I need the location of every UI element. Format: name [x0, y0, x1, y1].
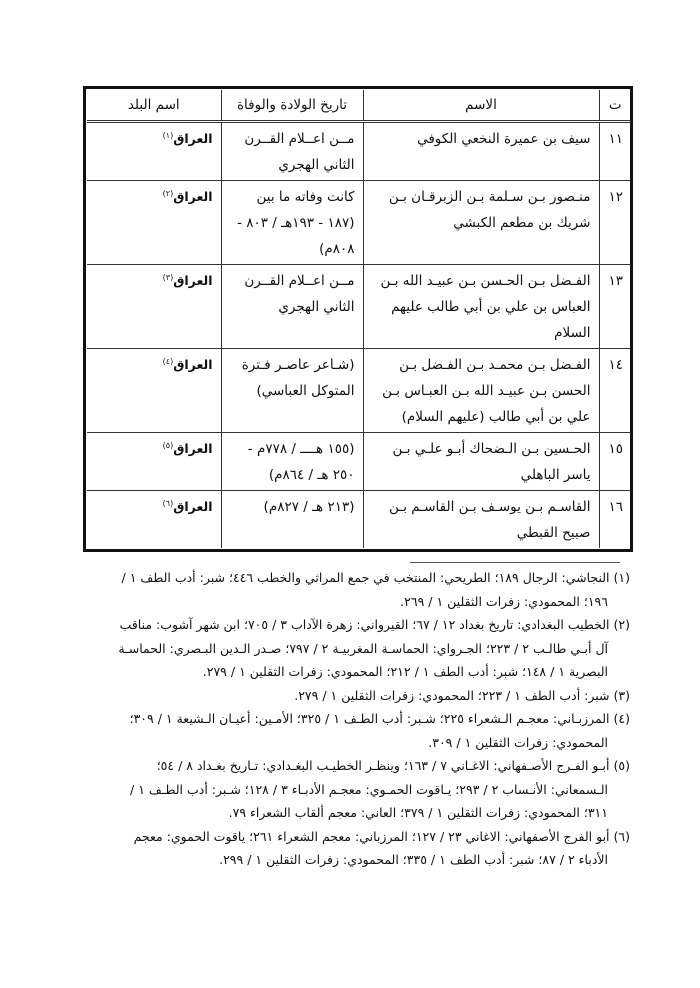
footnote-line: [82, 754, 630, 778]
footnote-ref[interactable]: (١): [162, 130, 174, 140]
row-number: ١٥: [599, 433, 631, 491]
row-country: العراق: [173, 499, 213, 514]
row-country-cell: [87, 433, 221, 491]
footnote-line: ٣١١؛ المحمودي: زفرات الثقلين ١ / ٣٧٩؛ العاني: معجم ألقاب الشعراء ٧٩.: [228, 805, 608, 820]
footnotes-section: [82, 566, 630, 872]
row-country-cell: [87, 349, 221, 433]
row-country: العراق: [173, 357, 213, 372]
row-country: العراق: [173, 441, 213, 456]
header-country: اسم البلد: [87, 90, 221, 122]
poets-table-frame: [83, 86, 633, 552]
footnote-marker: (٥): [613, 758, 630, 773]
footnote: [82, 566, 630, 613]
row-country-cell: [87, 181, 221, 265]
footnote-line: [82, 825, 630, 849]
row-name: منـصور بـن سـلمة بـن الزبرقـان بـن شريك بن مطعم الكبشي: [363, 181, 599, 265]
footnote-text: شبر: أدب الطف ١ / ٢٢٣؛ المحمودي: زفرات الثقلين ١ / ٢٧٩.: [294, 687, 610, 703]
row-country-cell: [87, 122, 221, 181]
footnote-ref[interactable]: (٣): [162, 272, 174, 282]
footnote-text: أبـو الفـرج الأصـفهاني: الاغـاني ٧ / ١٦٣؛ وينظـر الخطيـب البغـدادي: تـاريخ بغـداد ٨ / ٥٤؛: [156, 758, 610, 773]
footnote-text: الخطيب البغدادي: تاريخ بغداد ١٢ / ٦٧؛ القيرواني: زهرة الآداب ٣ / ٧٠٥؛ ابن شهر آشوب: مناقب: [119, 617, 610, 632]
row-number: ١٦: [599, 491, 631, 549]
row-number: ١١: [599, 122, 631, 181]
row-name: الفـضل بـن الحـسن بـن عبيـد الله بـن العباس بن علي بن أبي طالب عليهم السلام: [363, 265, 599, 349]
row-dates: كانت وفاته ما بين (١٨٧ - ١٩٣هـ / ٨٠٣ - ٨٠٨م): [221, 181, 363, 265]
footnote-line: المحمودي: زفرات الثقلين ١ / ٣٠٩.: [428, 734, 608, 750]
row-dates: (٢١٣ هـ / ٨٢٧م): [221, 491, 363, 549]
footnote-line: [82, 684, 630, 708]
table-row: [87, 433, 631, 491]
footnote-line: الأدباء ٢ / ٨٧؛ شبر: أدب الطف ١ / ٣٣٥؛ المحمودي: زفرات الثقلين ١ / ٢٩٩.: [219, 852, 608, 867]
footnote-marker: (٣): [613, 687, 630, 703]
footnote-text: المرزبـاني: معجـم الـشعراء ٢٢٥؛ شـبر: أدب الطـف ١ / ٣٢٥؛ الأمـين: أعيـان الـشيعة ١ / ٣٠٩؛: [129, 711, 610, 726]
footnote: [82, 613, 630, 684]
row-name: القاسـم بـن يوسـف بـن القاسـم بـن صبيح القبطي: [363, 491, 599, 549]
row-number: ١٢: [599, 181, 631, 265]
footnote: [82, 707, 630, 754]
row-dates: (١٥٥ هــــ / ٧٧٨م - ٢٥٠ هـ / ٨٦٤م): [221, 433, 363, 491]
row-number: ١٤: [599, 349, 631, 433]
footnote-marker: (١): [613, 570, 630, 585]
footnote-text: النجاشي: الرجال ١٨٩؛ الطريحي: المنتخب في جمع المراثي والخطب ٤٤٦؛ شبر: أدب الطف ١ /: [121, 570, 610, 585]
footnote-marker: (٢): [613, 617, 630, 632]
header-dates: تاريخ الولادة والوفاة: [221, 90, 363, 122]
footnote-line: ١٩٦؛ المحمودي: زفرات الثقلين ١ / ٢٦٩.: [400, 593, 608, 609]
footnote-ref[interactable]: (٦): [162, 498, 174, 508]
row-country: العراق: [173, 189, 213, 204]
footnote: [82, 754, 630, 825]
footnote-ref[interactable]: (٢): [162, 188, 174, 198]
row-country-cell: [87, 491, 221, 549]
footnote-line: [82, 613, 630, 637]
row-name: الحـسين بـن الـضحاك أبـو علـي بـن ياسر الباهلي: [363, 433, 599, 491]
footnote: [82, 825, 630, 872]
footnote-ref[interactable]: (٤): [162, 356, 174, 366]
table-row: [87, 181, 631, 265]
row-dates: (شـاعر عاصـر فـترة المتوكل العباسي): [221, 349, 363, 433]
table-row: [87, 349, 631, 433]
table-row: [87, 265, 631, 349]
footnote-separator: [410, 562, 620, 563]
footnote-ref[interactable]: (٥): [162, 440, 174, 450]
row-name: الفـضل بـن محمـد بـن الفـضل بـن الحسن بـن عبيـد الله بـن العبـاس بـن علي بن أبي طالب (عليهم السلام): [363, 349, 599, 433]
footnote: [82, 684, 630, 708]
footnote-line: البصرية ١ / ١٤٨؛ شبر: أدب الطف ١ / ٢١٢؛ المحمودي: زفرات الثقلين ١ / ٢٧٩.: [202, 664, 608, 679]
footnote-marker: (٦): [613, 828, 630, 844]
row-dates: مــن اعــلام القــرن الثاني الهجري: [221, 122, 363, 181]
header-number: ت: [599, 90, 631, 122]
row-country-cell: [87, 265, 221, 349]
footnote-line: [82, 707, 630, 731]
footnote-line: آل أبـي طالـب ٢ / ٢٢٣؛ الجـرواي: الحماسـة المغربيـة ٢ / ٧٩٧؛ صـدر الـدين البـصري: الحماسـة: [118, 640, 608, 656]
header-name: الاسم: [363, 90, 599, 122]
table-row: [87, 491, 631, 549]
footnote-text: أبو الفرج الأصفهاني: الاغاني ٢٣ / ١٢٧؛ المرزباني: معجم الشعراء ٢٦١؛ ياقوت الحموي: معجم: [133, 828, 610, 844]
table-row: [87, 122, 631, 181]
row-country: العراق: [173, 131, 213, 146]
footnote-marker: (٤): [613, 711, 630, 726]
row-number: ١٣: [599, 265, 631, 349]
row-country: العراق: [173, 273, 213, 288]
footnote-line: الـسمعاني: الأنـساب ٢ / ٢٩٣؛ يـاقوت الحمـوي: معجـم الأدبـاء ٣ / ١٢٨؛ شـبر: أدب الطـف ١ /: [130, 781, 608, 797]
row-name: سيف بن عميرة النخعي الكوفي: [363, 122, 599, 181]
row-dates: مــن اعــلام القــرن الثاني الهجري: [221, 265, 363, 349]
footnote-line: [82, 566, 630, 590]
poets-table: [87, 90, 631, 548]
table-header-row: [87, 90, 631, 122]
